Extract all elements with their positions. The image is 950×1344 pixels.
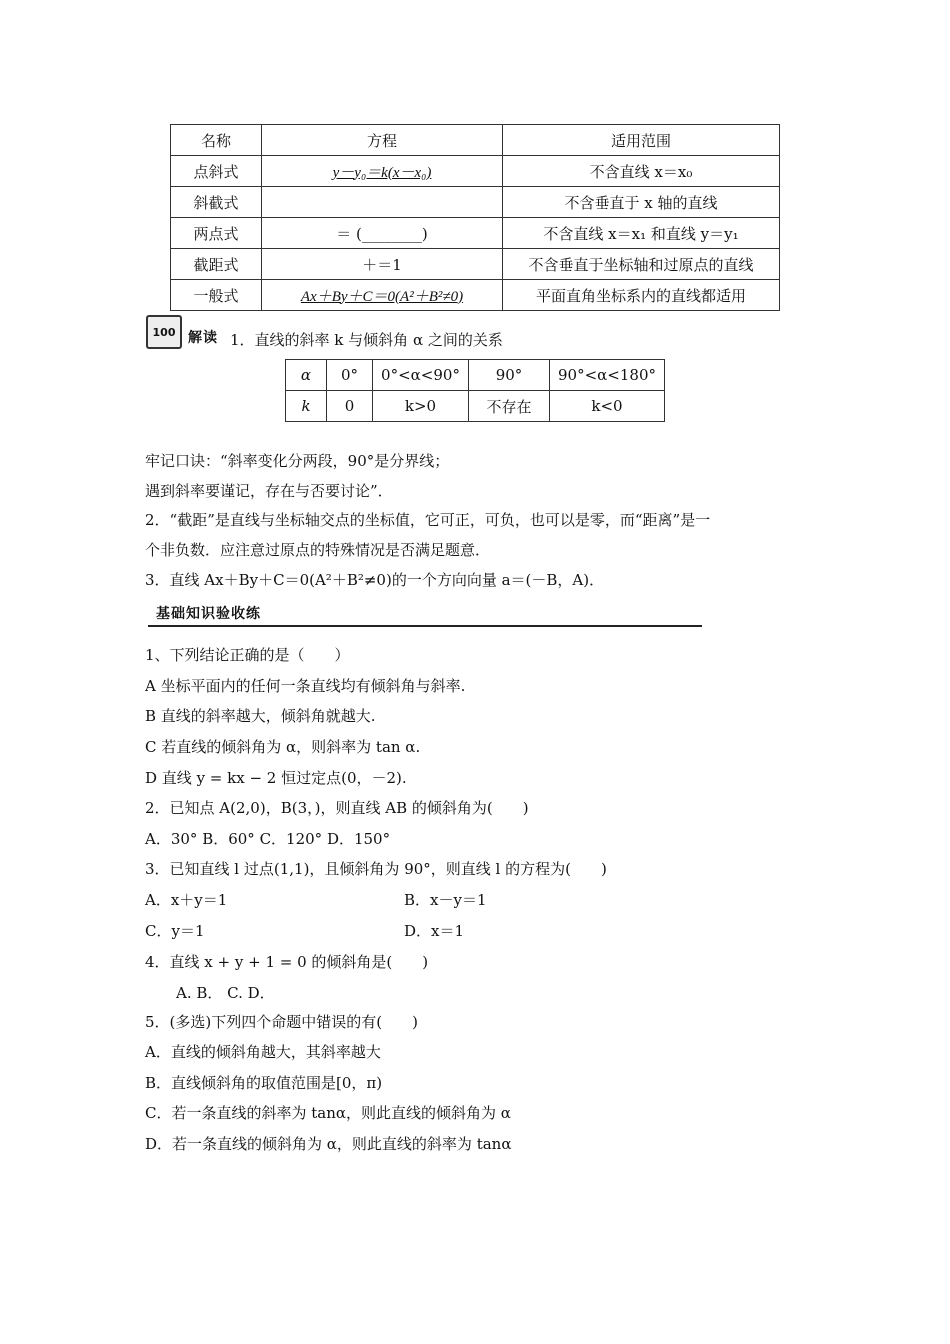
form-name: 截距式 bbox=[171, 249, 262, 280]
question-line: A 坐标平面内的任何一条直线均有倾斜角与斜率. bbox=[145, 677, 466, 695]
header-scope: 适用范围 bbox=[503, 125, 780, 156]
question-line: 3．已知直线 l 过点(1,1)，且倾斜角为 90°，则直线 l 的方程为( ) bbox=[145, 860, 607, 878]
form-equation bbox=[262, 187, 503, 218]
slope-angle-table bbox=[285, 359, 665, 422]
form-name: 点斜式 bbox=[171, 156, 262, 187]
cell: 不存在 bbox=[469, 391, 550, 422]
option-a: A．x＋y＝1 bbox=[145, 891, 228, 909]
form-equation: ＋＝1 bbox=[262, 249, 503, 280]
form-scope: 不含直线 x＝x₁ 和直线 y＝y₁ bbox=[503, 218, 780, 249]
form-scope: 不含垂直于坐标轴和过原点的直线 bbox=[503, 249, 780, 280]
form-scope: 不含直线 x＝x₀ bbox=[503, 156, 780, 187]
form-name: 斜截式 bbox=[171, 187, 262, 218]
question-line: A．30° B．60° C．120° D．150° bbox=[145, 830, 391, 848]
cell: 0 bbox=[327, 391, 373, 422]
cell: k<0 bbox=[550, 391, 665, 422]
form-equation: y－y₀＝k(x－x₀) bbox=[262, 156, 503, 187]
text-line: 2．“截距”是直线与坐标轴交点的坐标值，它可正，可负，也可以是零，而“距离”是一 bbox=[145, 511, 711, 529]
cell: 0°<α<90° bbox=[373, 360, 469, 391]
text-line: 牢记口诀：“斜率变化分两段，90°是分界线； bbox=[145, 452, 450, 470]
cell: k bbox=[286, 391, 327, 422]
question-line: B 直线的斜率越大，倾斜角就越大. bbox=[145, 707, 376, 725]
form-equation: ＝ (________) bbox=[262, 218, 503, 249]
cell: 0° bbox=[327, 360, 373, 391]
form-name: 一般式 bbox=[171, 280, 262, 311]
form-name: 两点式 bbox=[171, 218, 262, 249]
jiedu-label: 解读 bbox=[188, 330, 218, 346]
text-line: 个非负数．应注意过原点的特殊情况是否满足题意． bbox=[145, 541, 491, 559]
question-line: D 直线 y = kx − 2 恒过定点(0，－2). bbox=[145, 769, 407, 787]
question-line: 4．直线 x + y + 1 = 0 的倾斜角是( ) bbox=[145, 953, 429, 971]
section-title: 基础知识验收练 bbox=[156, 606, 261, 622]
form-scope: 不含垂直于 x 轴的直线 bbox=[503, 187, 780, 218]
line-forms-table bbox=[170, 124, 780, 311]
form-scope: 平面直角坐标系内的直线都适用 bbox=[503, 280, 780, 311]
cell: k>0 bbox=[373, 391, 469, 422]
score-badge-icon: 100 bbox=[146, 315, 182, 349]
cell: α bbox=[286, 360, 327, 391]
cell: 90°<α<180° bbox=[550, 360, 665, 391]
header-equation: 方程 bbox=[262, 125, 503, 156]
option-b: B．x－y＝1 bbox=[404, 891, 487, 909]
option-c: C．y＝1 bbox=[145, 922, 205, 940]
question-line: 2．已知点 A(2,0)，B(3，)，则直线 AB 的倾斜角为( ) bbox=[145, 799, 529, 817]
question-line: D．若一条直线的倾斜角为 α，则此直线的斜率为 tanα bbox=[145, 1135, 512, 1153]
question-line: 5．(多选)下列四个命题中错误的有( ) bbox=[145, 1013, 418, 1031]
text-line: 遇到斜率要谨记，存在与否要讨论”． bbox=[145, 482, 393, 500]
question-line: A．直线的倾斜角越大，其斜率越大 bbox=[145, 1043, 381, 1061]
question-line: A. B． C. D． bbox=[176, 984, 275, 1002]
question-line: B．直线倾斜角的取值范围是[0，π) bbox=[145, 1074, 383, 1092]
text-line: 3．直线 Ax＋By＋C＝0(A²＋B²≠0)的一个方向向量 a＝(－B，A)． bbox=[145, 571, 605, 589]
question-line: C 若直线的倾斜角为 α，则斜率为 tan α. bbox=[145, 738, 421, 756]
option-d: D．x＝1 bbox=[404, 922, 465, 940]
note-1: 1．直线的斜率 k 与倾斜角 α 之间的关系 bbox=[230, 331, 503, 349]
header-name: 名称 bbox=[171, 125, 262, 156]
form-equation: Ax＋By＋C＝0(A²＋B²≠0) bbox=[262, 280, 503, 311]
question-line: C．若一条直线的斜率为 tanα，则此直线的倾斜角为 α bbox=[145, 1104, 511, 1122]
section-divider bbox=[148, 625, 702, 627]
cell: 90° bbox=[469, 360, 550, 391]
question-line: 1、下列结论正确的是（ ） bbox=[145, 646, 350, 664]
